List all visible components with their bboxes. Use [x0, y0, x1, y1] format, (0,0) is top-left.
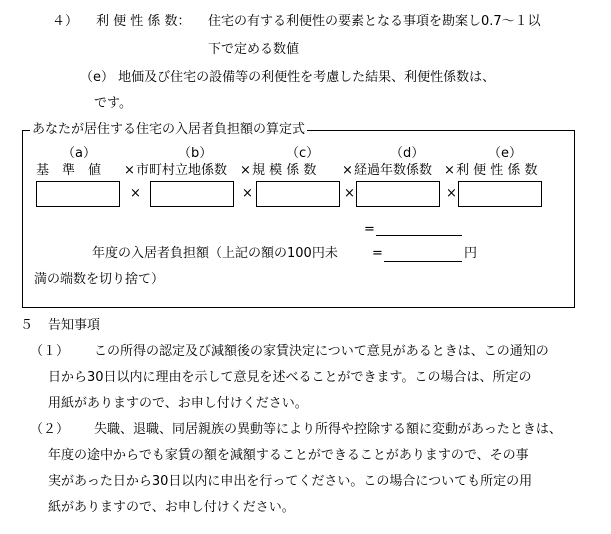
formula-title: あなたが居住する住宅の入居者負担額の算定式	[32, 122, 306, 137]
factor-elapsed-years: 経過年数係数	[354, 163, 433, 178]
input-box-b[interactable]	[150, 181, 234, 207]
letter-a: （a）	[62, 146, 96, 161]
result-underline-1	[376, 235, 462, 236]
item4-number: ４）	[52, 14, 79, 29]
item4-label: 利 便 性 係 数：	[96, 14, 191, 29]
factor-times-3: ×	[342, 163, 353, 178]
notice1-number: （１）	[30, 344, 70, 359]
factor-times-4: ×	[444, 163, 455, 178]
factor-base-value: 基 準 値	[36, 163, 102, 178]
input-box-e[interactable]	[458, 181, 542, 207]
notice2-line4: 紙がありますので、お申し付けください。	[48, 500, 295, 515]
result-line2: 満の端数を切り捨て）	[34, 272, 165, 287]
factor-scale: 規 模 係 数	[252, 163, 317, 178]
item4-sub-line1: （e） 地価及び住宅の設備等の利便性を考慮した結果、利便性係数は、	[80, 70, 496, 85]
notice1-line3: 用紙がありますので、お申し付けください。	[48, 396, 308, 411]
factor-times-1: ×	[124, 163, 135, 178]
result-line1: 年度の入居者負担額（上記の額の100円未	[92, 246, 338, 261]
notice2-line1: 失職、退職、同居親族の異動等により所得や控除する額に変動があったときは、	[94, 422, 562, 437]
notice2-number: （２）	[30, 422, 70, 437]
factor-municipal-location: 市町村立地係数	[136, 163, 228, 178]
letter-d: （d）	[390, 146, 425, 161]
section5-number: ５	[20, 318, 34, 333]
notice1-line2: 日から30日以内に理由を示して意見を述べることができます。この場合は、所定の	[48, 370, 532, 385]
input-box-a[interactable]	[36, 181, 120, 207]
box-times-3: ×	[344, 186, 355, 201]
notice2-line2: 年度の途中からでも家賃の額を減額することができることがありますので、その事	[48, 448, 529, 463]
result-equals: =	[372, 246, 383, 261]
result-unit: 円	[464, 246, 478, 261]
section5-title: 告知事項	[48, 318, 101, 333]
letter-c: （c）	[286, 146, 320, 161]
item4-text-line1: 住宅の有する利便性の要素となる事項を勘案し0.7～１以	[208, 14, 541, 29]
item4-text-line2: 下で定める数値	[208, 42, 300, 57]
item4-sub-line2: です。	[94, 96, 132, 111]
input-box-d[interactable]	[356, 181, 440, 207]
notice1-line1: この所得の認定及び減額後の家賃決定について意見があるときは、この通知の	[94, 344, 549, 359]
letter-e: （e）	[488, 146, 522, 161]
equals-sign: =	[364, 222, 375, 237]
letter-b: （b）	[178, 146, 213, 161]
notice2-line3: 実があった日から30日以内に申出を行ってください。この場合についても所定の用	[48, 474, 533, 489]
box-times-4: ×	[446, 186, 457, 201]
box-times-2: ×	[242, 186, 253, 201]
input-box-c[interactable]	[256, 181, 340, 207]
result-underline-2	[384, 261, 462, 262]
factor-convenience: 利 便 性 係 数	[456, 163, 538, 178]
factor-times-2: ×	[240, 163, 251, 178]
box-times-1: ×	[130, 186, 141, 201]
